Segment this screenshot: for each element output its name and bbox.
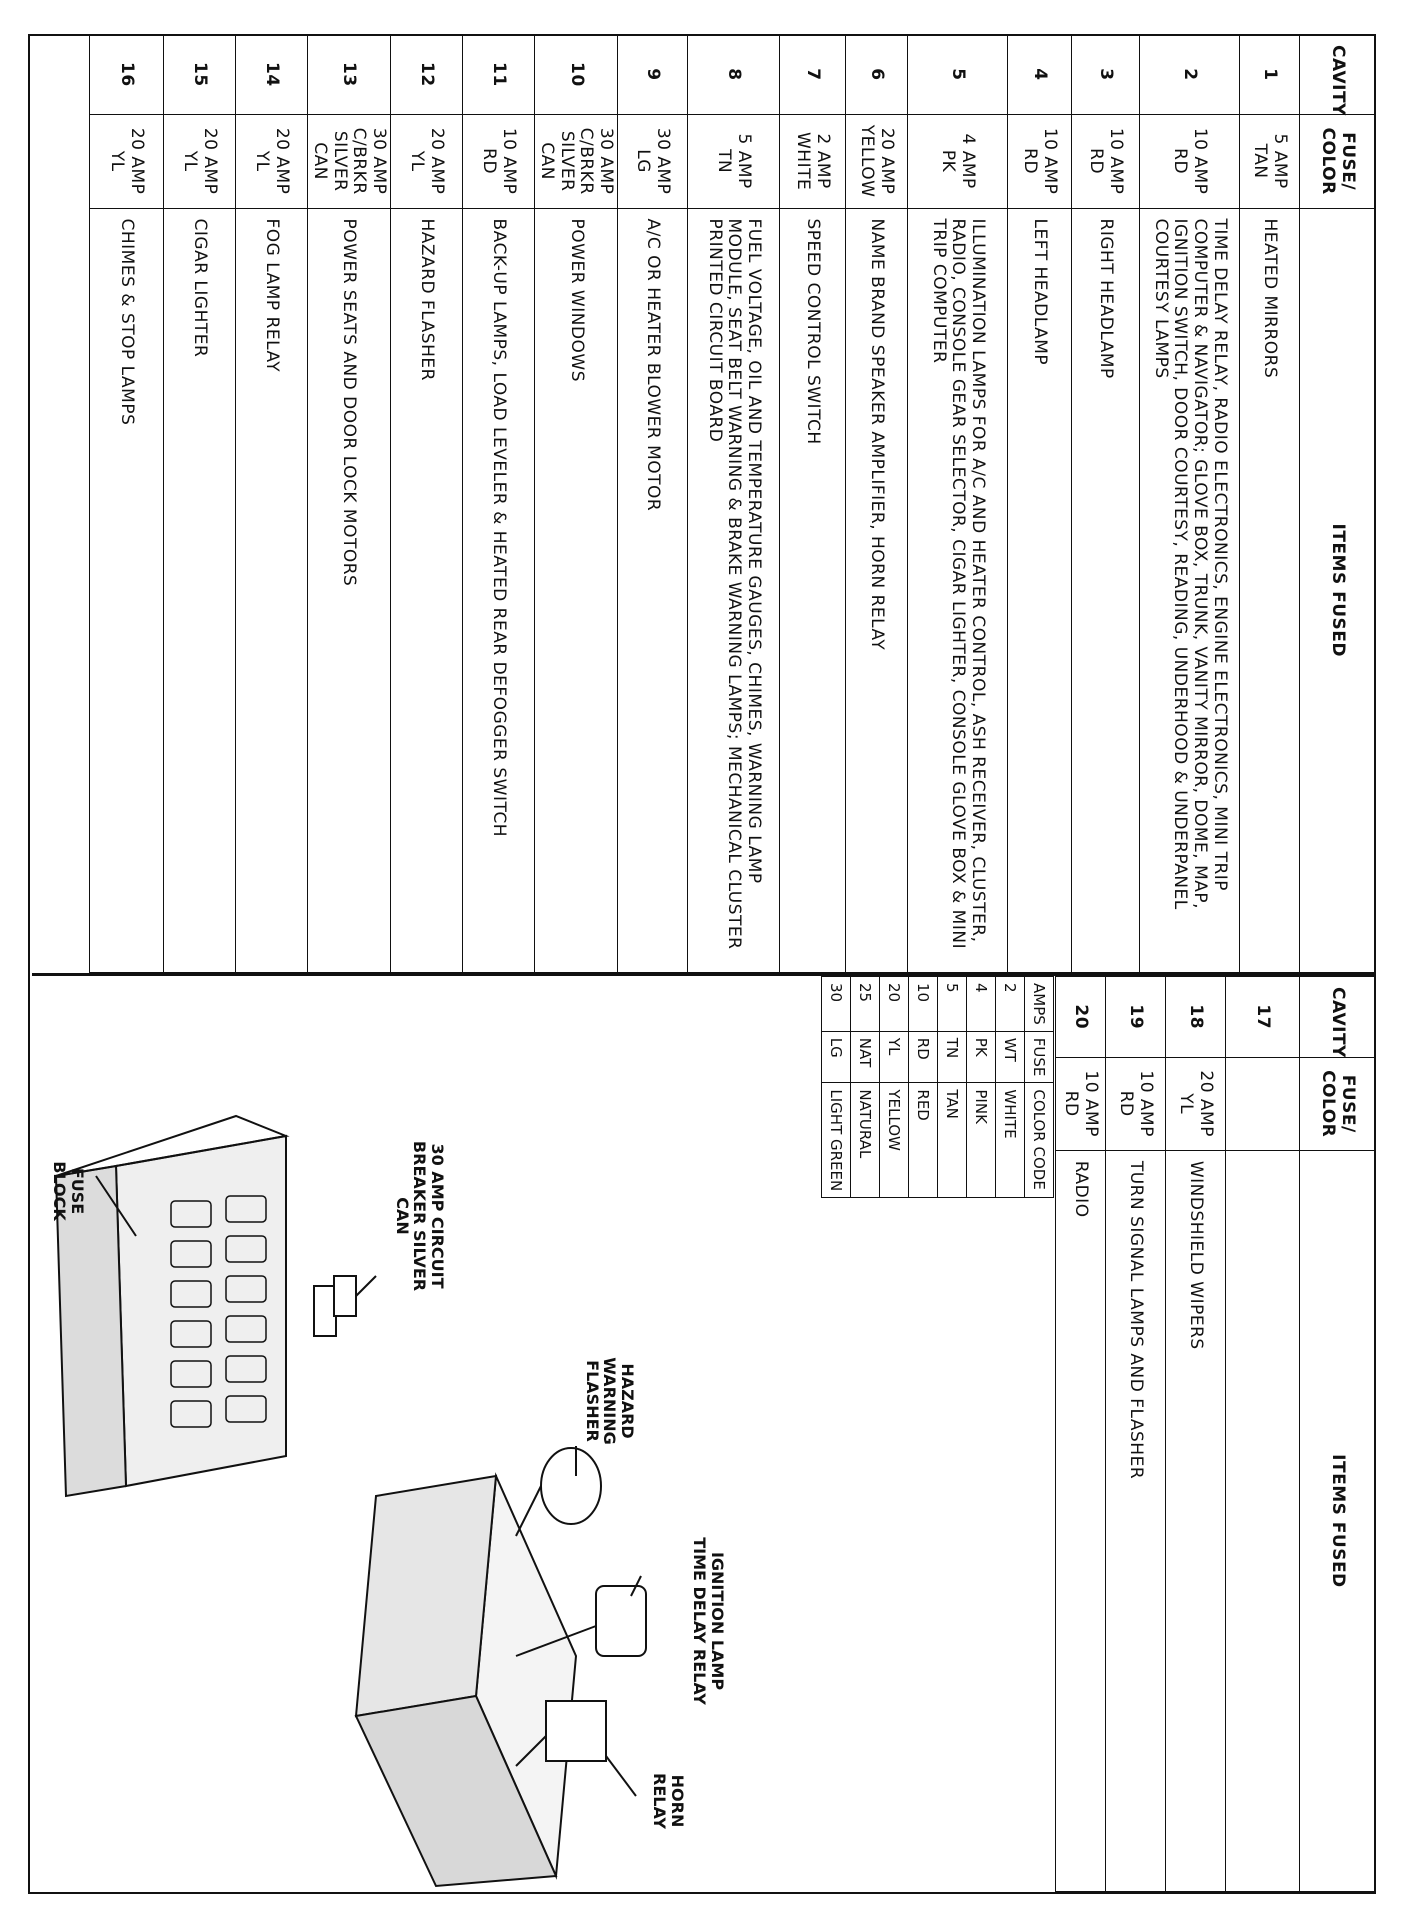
fuse-abbr: YL [880,1031,909,1083]
table-row [1072,35,1140,973]
table-row [462,35,534,973]
color-name: WHITE [996,1083,1025,1198]
amps: 2 [996,977,1025,1032]
table-row [390,35,462,973]
table-row [235,35,307,973]
items-fused: TIME DELAY RELAY, RADIO ELECTRONICS, ENGINE ELECTRONICS, MINI TRIP COMPUTER & NAVIGATOR; GLOVE BOX, TRUNK, VANITY MIRROR, DOME, MAP, IGNITION SWITCH, DOOR COURTESY, READING, UNDERHOOD & UNDERPANEL COURTESY LAMPS [1140,208,1240,972]
table-row [307,35,390,973]
cavity-number: 12 [390,35,462,115]
fuse-color: 30 AMP C/BRKR SILVER CAN [534,114,617,208]
header-fuse-color: FUSE/ COLOR [1300,114,1376,208]
color-name: PINK [967,1083,996,1198]
cavity-number: 13 [307,35,390,115]
fuse-color: 20 AMP YL [1166,1057,1226,1150]
table-row [846,35,908,973]
circuit-breaker-drawing [334,1276,356,1316]
fuse-diagram [32,976,1376,1892]
fuse-table-left [32,34,1376,976]
fuse-color: 30 AMP C/BRKR SILVER CAN [307,114,390,208]
table-header-row [1300,35,1376,973]
header-cavity: CAVITY [1300,35,1376,115]
table-row [534,35,617,973]
cavity-number: 10 [534,35,617,115]
items-fused: BACK-UP LAMPS, LOAD LEVELER & HEATED REAR DEFOGGER SWITCH [462,208,534,972]
items-fused: FUEL VOLTAGE, OIL AND TEMPERATURE GAUGES, CHIMES, WARNING LAMP MODULE, SEAT BELT WARNING & BRAKE WARNING LAMPS; MECHANICAL CLUSTER PRINTED CIRCUIT BOARD [688,208,780,972]
fuse-color: 20 AMP YL [235,114,307,208]
fuse-color: 10 AMP RD [1072,114,1140,208]
fuse-abbr: PK [967,1031,996,1083]
right-panel [32,976,1376,1892]
header-color-code: COLOR CODE [1025,1083,1054,1198]
cavity-number: 5 [908,35,1008,115]
table-row [89,35,163,973]
fuse-abbr: WT [996,1031,1025,1083]
fuse-color: 10 AMP RD [1106,1057,1166,1150]
cavity-number: 1 [1240,35,1300,115]
amps: 4 [967,977,996,1032]
fuse-block-drawing [56,1116,336,1496]
items-fused: LEFT HEADLAMP [1008,208,1072,972]
items-fused: CIGAR LIGHTER [163,208,235,972]
fuse-color: 4 AMP PK [908,114,1008,208]
amps: 25 [851,977,880,1032]
cavity-number: 14 [235,35,307,115]
cavity-number: 8 [688,35,780,115]
cavity-number: 11 [462,35,534,115]
fuse-color: 10 AMP RD [1008,114,1072,208]
cavity-number: 15 [163,35,235,115]
items-fused: HAZARD FLASHER [390,208,462,972]
label-horn-relay: HORN RELAY [650,1773,687,1829]
header-items-fused: ITEMS FUSED [1300,1150,1376,1891]
hazard-flasher-drawing [516,1448,601,1536]
items-fused: RADIO [1056,1150,1106,1891]
table-row [1240,35,1300,973]
header-fuse-color: FUSE/ COLOR [1300,1057,1376,1150]
fuse-color: 2 AMP WHITE [780,114,846,208]
fuse-table [89,34,1376,973]
items-fused: A/C OR HEATER BLOWER MOTOR [618,208,688,972]
items-fused: CHIMES & STOP LAMPS [89,208,163,972]
fuse-color: 30 AMP LG [618,114,688,208]
fuse-color: 20 AMP YL [163,114,235,208]
items-fused: RIGHT HEADLAMP [1072,208,1140,972]
items-fused: TURN SIGNAL LAMPS AND FLASHER [1106,1150,1166,1891]
header-fuse: FUSE [1025,1031,1054,1083]
color-name: TAN [938,1083,967,1198]
fuse-abbr: LG [822,1031,851,1083]
cavity-number: 4 [1008,35,1072,115]
items-fused: ILLUMINATION LAMPS FOR A/C AND HEATER CONTROL, ASH RECEIVER, CLUSTER, RADIO, CONSOLE GEAR SELECTOR, CIGAR LIGHTER, CONSOLE GLOVE BOX & MINI TRIP COMPUTER [908,208,1008,972]
fuse-color: 10 AMP RD [1056,1057,1106,1150]
table-row [618,35,688,973]
cavity-number: 7 [780,35,846,115]
table-row [1008,35,1072,973]
items-fused: HEATED MIRRORS [1240,208,1300,972]
amps: 30 [822,977,851,1032]
amps: 10 [909,977,938,1032]
label-circuit-breaker: 30 AMP CIRCUIT BREAKER SILVER CAN [392,1140,447,1292]
fuse-color: 5 AMP TN [688,114,780,208]
items-fused: WINDSHIELD WIPERS [1166,1150,1226,1891]
header-cavity: CAVITY [1300,977,1376,1058]
fuse-abbr: TN [938,1031,967,1083]
cavity-number: 3 [1072,35,1140,115]
label-fuse-block: FUSE BLOCK [50,1161,87,1221]
fuse-color: 10 AMP RD [462,114,534,208]
fuse-abbr: RD [909,1031,938,1083]
label-hazard-flasher: HAZARD WARNING FLASHER [582,1357,637,1445]
fuse-color: 20 AMP YELLOW [846,114,908,208]
color-name: RED [909,1083,938,1198]
items-fused: FOG LAMP RELAY [235,208,307,972]
cavity-number: 2 [1140,35,1240,115]
header-amps: AMPS [1025,977,1054,1032]
table-row [780,35,846,973]
color-name: NATURAL [851,1083,880,1198]
cavity-number: 6 [846,35,908,115]
cavity-number: 19 [1106,977,1166,1058]
table-row [163,35,235,973]
cavity-number: 20 [1056,977,1106,1058]
amps: 5 [938,977,967,1032]
items-fused: POWER SEATS AND DOOR LOCK MOTORS [307,208,390,972]
cavity-number: 17 [1226,977,1300,1058]
table-row [688,35,780,973]
cavity-number: 9 [618,35,688,115]
table-row [1140,35,1240,973]
fuse-color: 5 AMP TAN [1240,114,1300,208]
fuse-abbr: NAT [851,1031,880,1083]
header-items-fused: ITEMS FUSED [1300,208,1376,972]
items-fused: POWER WINDOWS [534,208,617,972]
color-name: YELLOW [880,1083,909,1198]
items-fused: NAME BRAND SPEAKER AMPLIFIER, HORN RELAY [846,208,908,972]
amps: 20 [880,977,909,1032]
cavity-number: 16 [89,35,163,115]
cavity-number: 18 [1166,977,1226,1058]
fuse-color: 20 AMP YL [390,114,462,208]
label-time-delay-relay: IGNITION LAMP TIME DELAY RELAY [690,1537,727,1705]
rotated-sheet [28,34,1376,1894]
table-row [908,35,1008,973]
color-name: LIGHT GREEN [822,1083,851,1198]
relay-block-drawing [356,1476,576,1886]
fuse-color: 10 AMP RD [1140,114,1240,208]
items-fused: SPEED CONTROL SWITCH [780,208,846,972]
fuse-color: 20 AMP YL [89,114,163,208]
